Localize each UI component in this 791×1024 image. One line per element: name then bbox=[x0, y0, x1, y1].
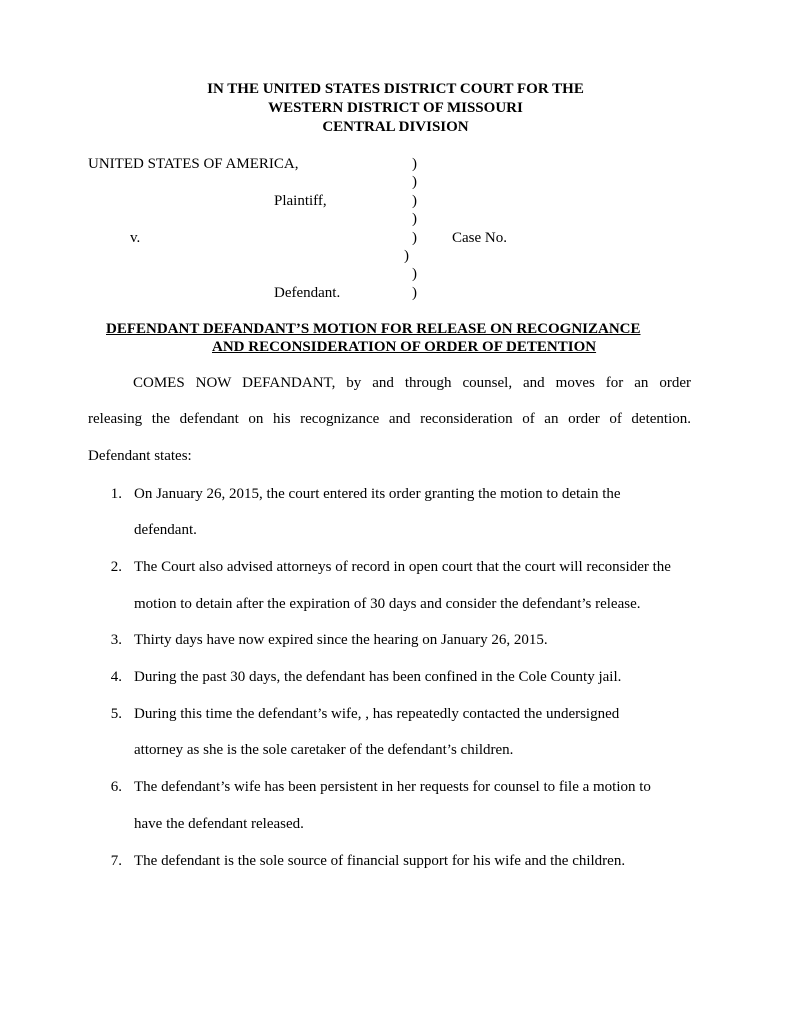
list-item-text: During the past 30 days, the defendant has been confined in the Cole County jail. bbox=[134, 669, 622, 685]
list-item-text: The defendant is the sole source of financial support for his wife and the children. bbox=[134, 853, 626, 869]
list-item-text: attorney as she is the sole caretaker of the defendant’s children. bbox=[134, 742, 514, 758]
list-item-text: On January 26, 2015, the court entered its order granting the motion to detain the bbox=[134, 486, 621, 502]
list-item-number: 4. bbox=[110, 669, 122, 685]
defendant-role: Defendant. bbox=[274, 285, 341, 301]
versus-label: v. bbox=[130, 230, 141, 246]
list-item-text: During this time the defendant’s wife, , has repeatedly contacted the undersigned bbox=[134, 706, 620, 722]
court-heading-line1: IN THE UNITED STATES DISTRICT COURT FOR THE bbox=[207, 81, 584, 97]
list-item-number: 5. bbox=[110, 706, 122, 722]
list-item-text: have the defendant released. bbox=[134, 816, 304, 832]
case-number-label: Case No. bbox=[452, 230, 507, 246]
intro-line1: COMES NOW DEFANDANT, by and through counsel, and moves for an order bbox=[133, 375, 691, 391]
list-item-text: defendant. bbox=[134, 522, 197, 538]
caption-paren: ) bbox=[412, 193, 417, 209]
court-heading-line2: WESTERN DISTRICT OF MISSOURI bbox=[268, 100, 523, 116]
list-item-text: The Court also advised attorneys of record in open court that the court will reconsider the bbox=[134, 559, 671, 575]
intro-line3: Defendant states: bbox=[88, 448, 192, 464]
plaintiff-name: UNITED STATES OF AMERICA, bbox=[88, 156, 299, 172]
court-heading-line3: CENTRAL DIVISION bbox=[322, 119, 469, 135]
list-item-number: 6. bbox=[110, 779, 122, 795]
motion-title-line1: DEFENDANT DEFANDANT’S MOTION FOR RELEASE ON RECOGNIZANCE bbox=[106, 321, 641, 337]
list-item-number: 3. bbox=[110, 632, 122, 648]
list-item-number: 7. bbox=[110, 853, 122, 869]
list-item-text: Thirty days have now expired since the hearing on January 26, 2015. bbox=[134, 632, 548, 648]
caption-paren: ) bbox=[404, 248, 409, 264]
caption-paren: ) bbox=[412, 230, 417, 246]
list-item-text: motion to detain after the expiration of 30 days and consider the defendant’s release. bbox=[134, 596, 641, 612]
list-item-number: 2. bbox=[110, 559, 122, 575]
caption-paren: ) bbox=[412, 211, 417, 227]
caption-paren: ) bbox=[412, 266, 417, 282]
list-item-text: The defendant’s wife has been persistent in her requests for counsel to file a motion to bbox=[134, 779, 651, 795]
list-item-number: 1. bbox=[110, 486, 122, 502]
intro-line2: releasing the defendant on his recognizance and reconsideration of an order of detention. bbox=[88, 411, 691, 427]
plaintiff-role: Plaintiff, bbox=[274, 193, 327, 209]
caption-paren: ) bbox=[412, 285, 417, 301]
caption-paren: ) bbox=[412, 174, 417, 190]
motion-title-line2: AND RECONSIDERATION OF ORDER OF DETENTION bbox=[212, 339, 597, 355]
caption-paren: ) bbox=[412, 156, 417, 172]
